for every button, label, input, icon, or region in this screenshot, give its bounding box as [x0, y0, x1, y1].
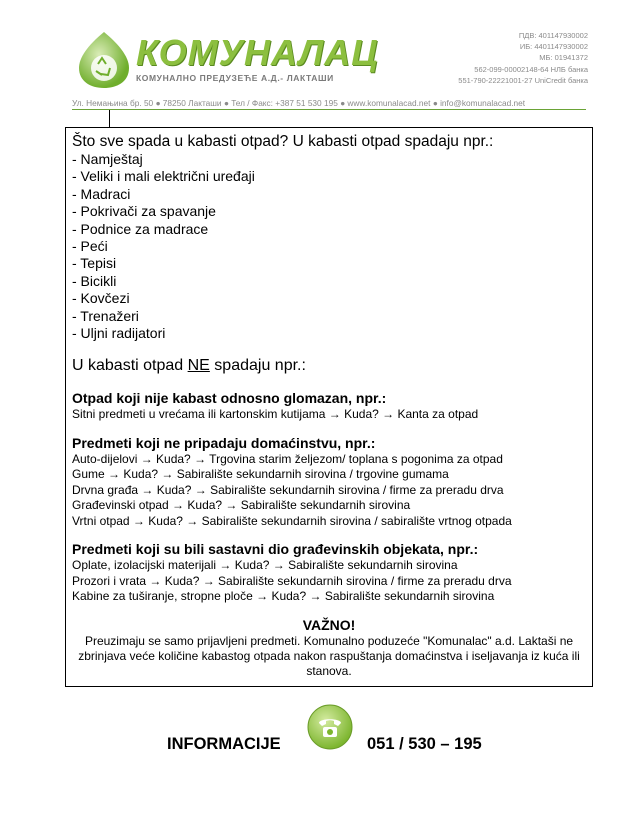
list-item: - Podnice za madrace	[72, 220, 209, 237]
list-item: - Namještaj	[72, 151, 143, 167]
list-item: - Pokrivači za spavanje	[72, 203, 216, 220]
recycle-logo-icon	[75, 30, 133, 90]
important-title: VAŽNO!	[302, 616, 356, 633]
phone-icon	[306, 703, 354, 751]
bulky-waste-info-box	[65, 127, 593, 687]
section-title: Predmeti koji su bili sastavni dio građevinskih objekata, npr.:	[72, 541, 479, 558]
company-identifiers	[388, 30, 588, 86]
header-divider	[72, 109, 586, 110]
info-label: INFORMACIJE	[167, 735, 281, 753]
list-item: - Bicikli	[72, 272, 117, 289]
section-line: Prozori i vrata → Kuda? → Sabiralište sekundarnih sirovina / firme za preradu drva	[72, 573, 512, 588]
section-line: Drvna građa → Kuda? → Sabiralište sekundarnih sirovina / firme za preradu drva	[72, 482, 504, 497]
registration-number: МБ: 01941372	[539, 53, 588, 63]
list-item: - Madraci	[72, 185, 131, 202]
important-text: Preuzimaju se samo prijavljeni predmeti. Komunalno poduzeće "Komunalac" a.d. Laktaši ne zbrinjava veće količine kabastog otpada nakon raspuštanja domaćinstva i iseljavanja iz kuća ili stanova.	[78, 633, 580, 678]
bulky-items-list	[72, 151, 586, 342]
not-bulky-heading: U kabasti otpad NE spadaju npr.:	[72, 357, 306, 375]
bank-account-nlb: 562-099-00002148-64 НЛБ банка	[474, 64, 588, 74]
tax-id: ИБ: 4401147930002	[519, 42, 588, 52]
section-non-household	[72, 435, 586, 530]
section-line: Vrtni otpad → Kuda? → Sabiralište sekundarnih sirovina / sabiralište vrtnog otpada	[72, 513, 512, 528]
list-item: - Trenažeri	[72, 307, 139, 324]
emphasis-ne: NE	[187, 357, 210, 375]
list-item: - Veliki i mali električni uređaji	[72, 168, 255, 185]
list-item: - Peći	[72, 238, 108, 255]
section-line: Građevinski otpad → Kuda? → Sabiralište sekundarnih sirovina	[72, 498, 411, 513]
section-title: Predmeti koji ne pripadaju domaćinstvu, npr.:	[72, 434, 376, 451]
phone-number: 051 / 530 – 195	[367, 735, 482, 753]
letterhead	[0, 0, 643, 115]
section-line: Auto-dijelovi → Kuda? → Trgovina starim željezom/ toplana s pogonima za otpad	[72, 451, 503, 466]
section-line: Gume → Kuda? → Sabiralište sekundarnih sirovina / trgovine gumama	[72, 467, 449, 482]
list-item: - Kovčezi	[72, 290, 130, 307]
company-logo-name: КОМУНАЛАЦ	[136, 32, 379, 73]
section-line: Sitni predmeti u vrećama ili kartonskim kutijama → Kuda? → Kanta za otpad	[72, 407, 479, 422]
intro-question: Što sve spada u kabasti otpad? U kabasti otpad spadaju npr.:	[72, 133, 494, 150]
section-title: Otpad koji nije kabast odnosno glomazan, npr.:	[72, 390, 387, 407]
list-item: - Tepisi	[72, 255, 117, 272]
section-building-parts	[72, 541, 586, 605]
info-footer	[0, 703, 643, 763]
important-notice	[72, 616, 586, 679]
section-line: Kabine za tuširanje, stropne ploče → Kuda? → Sabiralište sekundarnih sirovina	[72, 589, 495, 604]
header-tick-mark	[109, 110, 110, 127]
list-item: - Uljni radijatori	[72, 325, 166, 342]
section-not-bulky	[72, 390, 586, 423]
bank-account-unicredit: 551-790-22221001-27 UniCredit банка	[458, 75, 588, 85]
section-line: Oplate, izolacijski materijali → Kuda? → Sabiralište sekundarnih sirovina	[72, 558, 458, 573]
company-address: Ул. Немањина бр. 50 ● 78250 Лакташи ● Тел / Факс: +387 51 530 195 ● www.komunalacad.net ● info@komunalacad.net	[72, 98, 526, 108]
company-logo-subtitle: КОМУНАЛНО ПРЕДУЗЕЋЕ А.Д.- ЛАКТАШИ	[136, 73, 334, 83]
vat-number: ПДВ: 401147930002	[518, 31, 588, 40]
